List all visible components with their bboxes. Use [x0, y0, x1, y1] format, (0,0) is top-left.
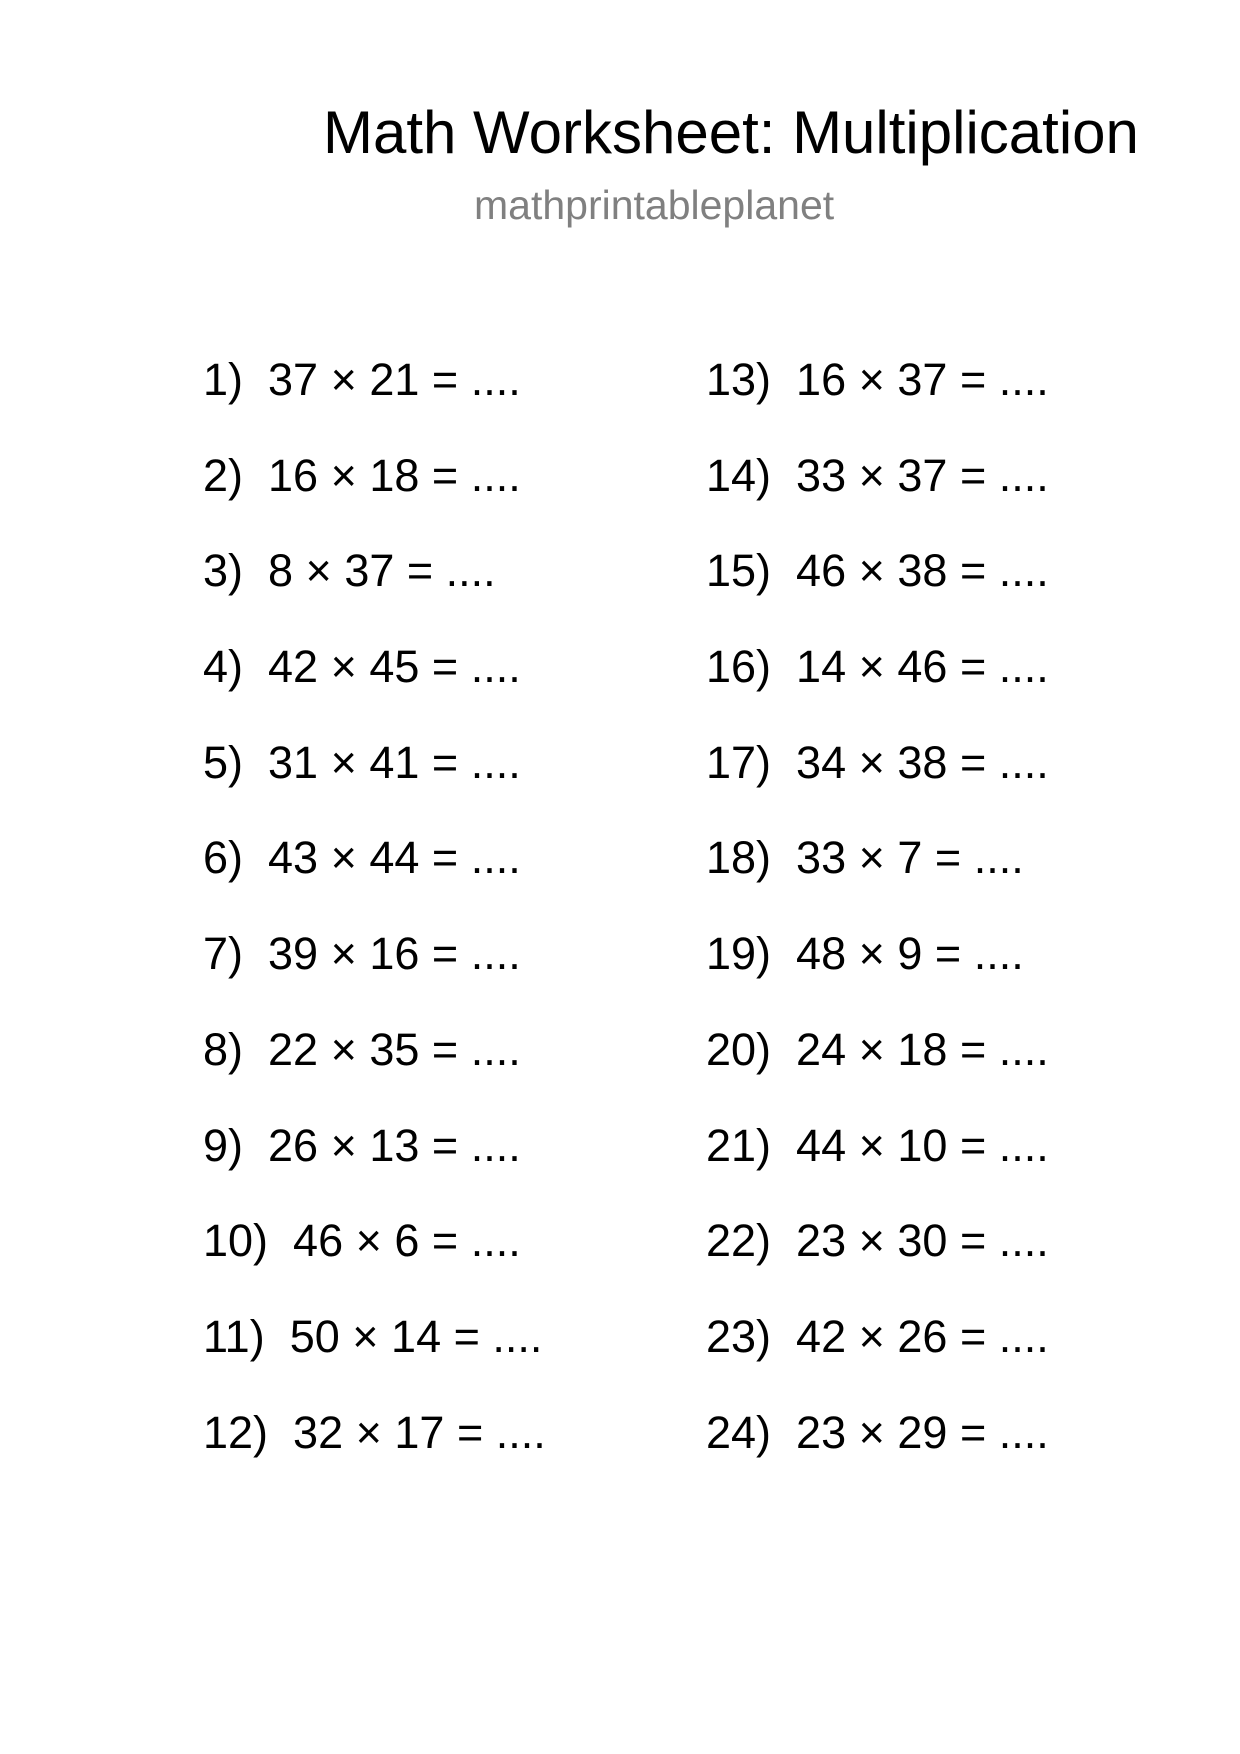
problem-item: 7) 39 × 16 = ....: [203, 928, 521, 980]
problems-left-column: [203, 352, 546, 1500]
problem-item: 11) 50 × 14 = ....: [203, 1310, 543, 1362]
problem-item: 10) 46 × 6 = ....: [203, 1215, 521, 1267]
problem-item: 21) 44 × 10 = ....: [706, 1119, 1049, 1171]
problems-right-column: [706, 352, 1049, 1500]
problem-item: 18) 33 × 7 = ....: [706, 832, 1024, 884]
problem-item: 19) 48 × 9 = ....: [706, 928, 1024, 980]
problem-item: 2) 16 × 18 = ....: [203, 449, 521, 501]
problem-item: 13) 16 × 37 = ....: [706, 354, 1049, 405]
problem-item: 24) 23 × 29 = ....: [706, 1406, 1049, 1458]
worksheet-subtitle: mathprintableplanet: [474, 182, 835, 228]
problem-item: 8) 22 × 35 = ....: [203, 1023, 521, 1075]
problem-item: 6) 43 × 44 = ....: [203, 832, 521, 884]
problem-item: 15) 46 × 38 = ....: [706, 545, 1049, 597]
problem-item: 12) 32 × 17 = ....: [203, 1406, 546, 1458]
problem-item: 14) 33 × 37 = ....: [706, 449, 1049, 501]
problem-item: 17) 34 × 38 = ....: [706, 736, 1049, 788]
problem-item: 3) 8 × 37 = ....: [203, 545, 496, 597]
problem-item: 23) 42 × 26 = ....: [706, 1310, 1049, 1362]
problem-item: 16) 14 × 46 = ....: [706, 641, 1049, 693]
problem-item: 22) 23 × 30 = ....: [706, 1215, 1049, 1267]
worksheet-title: Math Worksheet: Multiplication: [323, 99, 1139, 166]
problem-item: 20) 24 × 18 = ....: [706, 1023, 1049, 1075]
problem-item: 4) 42 × 45 = ....: [203, 641, 521, 693]
problem-item: 5) 31 × 41 = ....: [203, 736, 521, 788]
problem-item: 1) 37 × 21 = ....: [203, 354, 521, 405]
problem-item: 9) 26 × 13 = ....: [203, 1119, 521, 1171]
